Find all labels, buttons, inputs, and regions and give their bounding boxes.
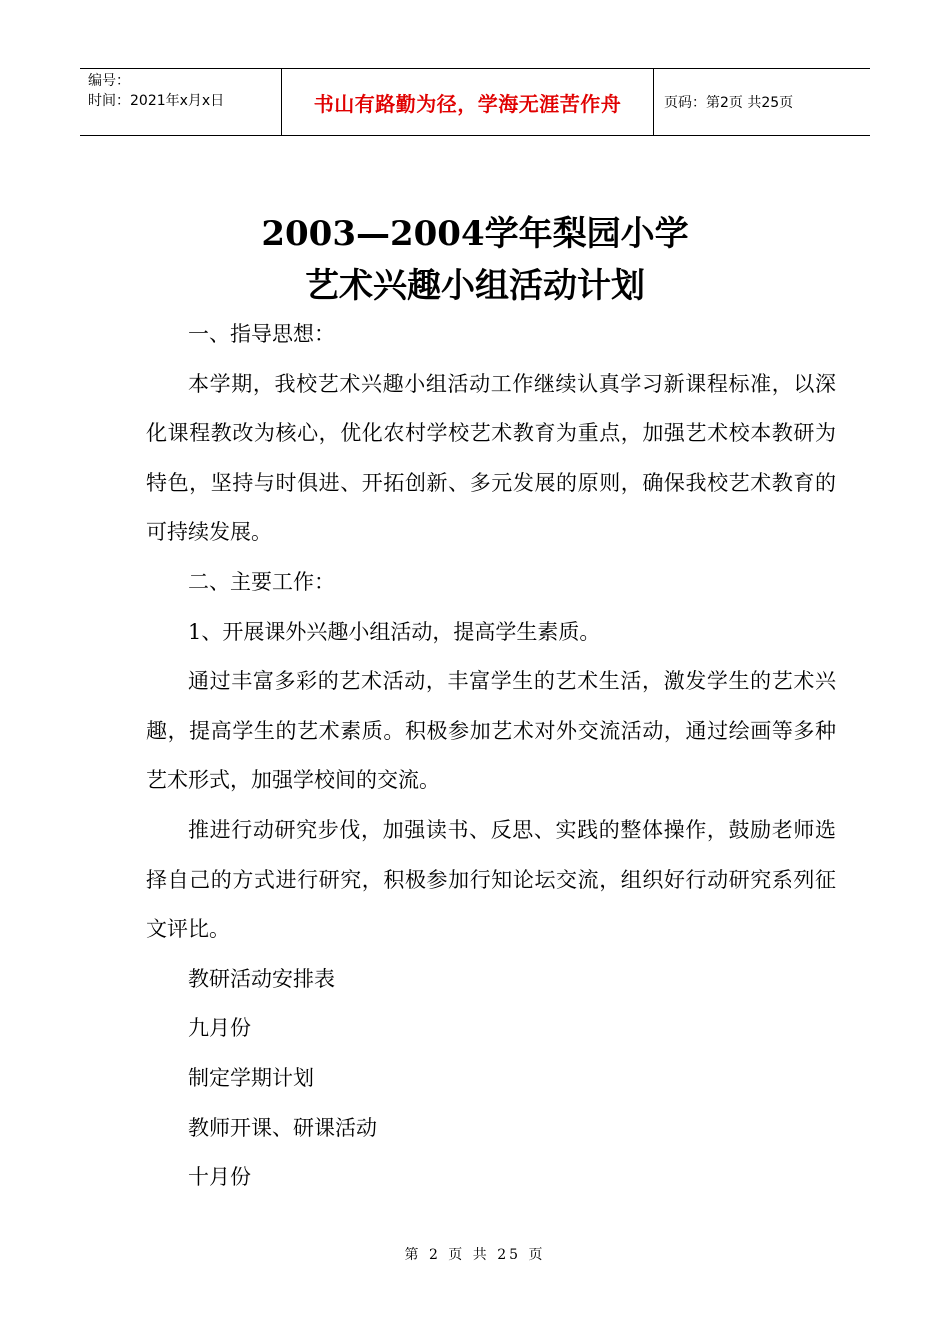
paragraph: 制定学期计划 xyxy=(188,1065,314,1090)
document-title-line2: 艺术兴趣小组活动计划 xyxy=(305,266,645,306)
header-motto: 书山有路勤为径，学海无涯苦作舟 xyxy=(282,69,654,135)
paragraph: 一、指导思想： xyxy=(188,322,335,346)
time-label: 时间：2021年x月x日 xyxy=(88,93,225,109)
paragraph: 通过丰富多彩的艺术活动，丰富学生的艺术生活，激发学生的艺术兴趣，提高学生的艺术素质。积极参加艺术对外交流活动，通过绘画等多种艺术形式，加强学校间的交流。 xyxy=(146,669,836,793)
page-footer: 第 2 页 共 25 页 xyxy=(404,1247,546,1263)
paragraph: 二、主要工作： xyxy=(188,569,335,594)
document-title-line1: 2003—2004学年梨园小学 xyxy=(261,214,689,254)
paragraph: 教师开课、研课活动 xyxy=(188,1115,377,1140)
paragraph: 1、开展课外兴趣小组活动，提高学生素质。 xyxy=(188,619,601,644)
document-body xyxy=(146,310,836,1203)
page-header xyxy=(80,68,870,136)
header-page-info: 页码：第2页 共25页 xyxy=(664,95,794,111)
header-meta xyxy=(80,69,282,135)
paragraph: 十月份 xyxy=(188,1165,251,1190)
paragraph: 教研活动安排表 xyxy=(188,966,335,991)
number-label: 编号： xyxy=(88,73,130,89)
paragraph: 本学期，我校艺术兴趣小组活动工作继续认真学习新课程标准，以深化课程教改为核心，优化农村学校艺术教育为重点，加强艺术校本教研为特色，坚持与时俱进、开拓创新、多元发展的原则，确保我校艺术教育的可持续发展。 xyxy=(146,371,836,545)
paragraph: 推进行动研究步伐，加强读书、反思、实践的整体操作，鼓励老师选择自己的方式进行研究，积极参加行知论坛交流，组织好行动研究系列征文评比。 xyxy=(146,817,836,942)
paragraph: 九月份 xyxy=(188,1016,251,1041)
